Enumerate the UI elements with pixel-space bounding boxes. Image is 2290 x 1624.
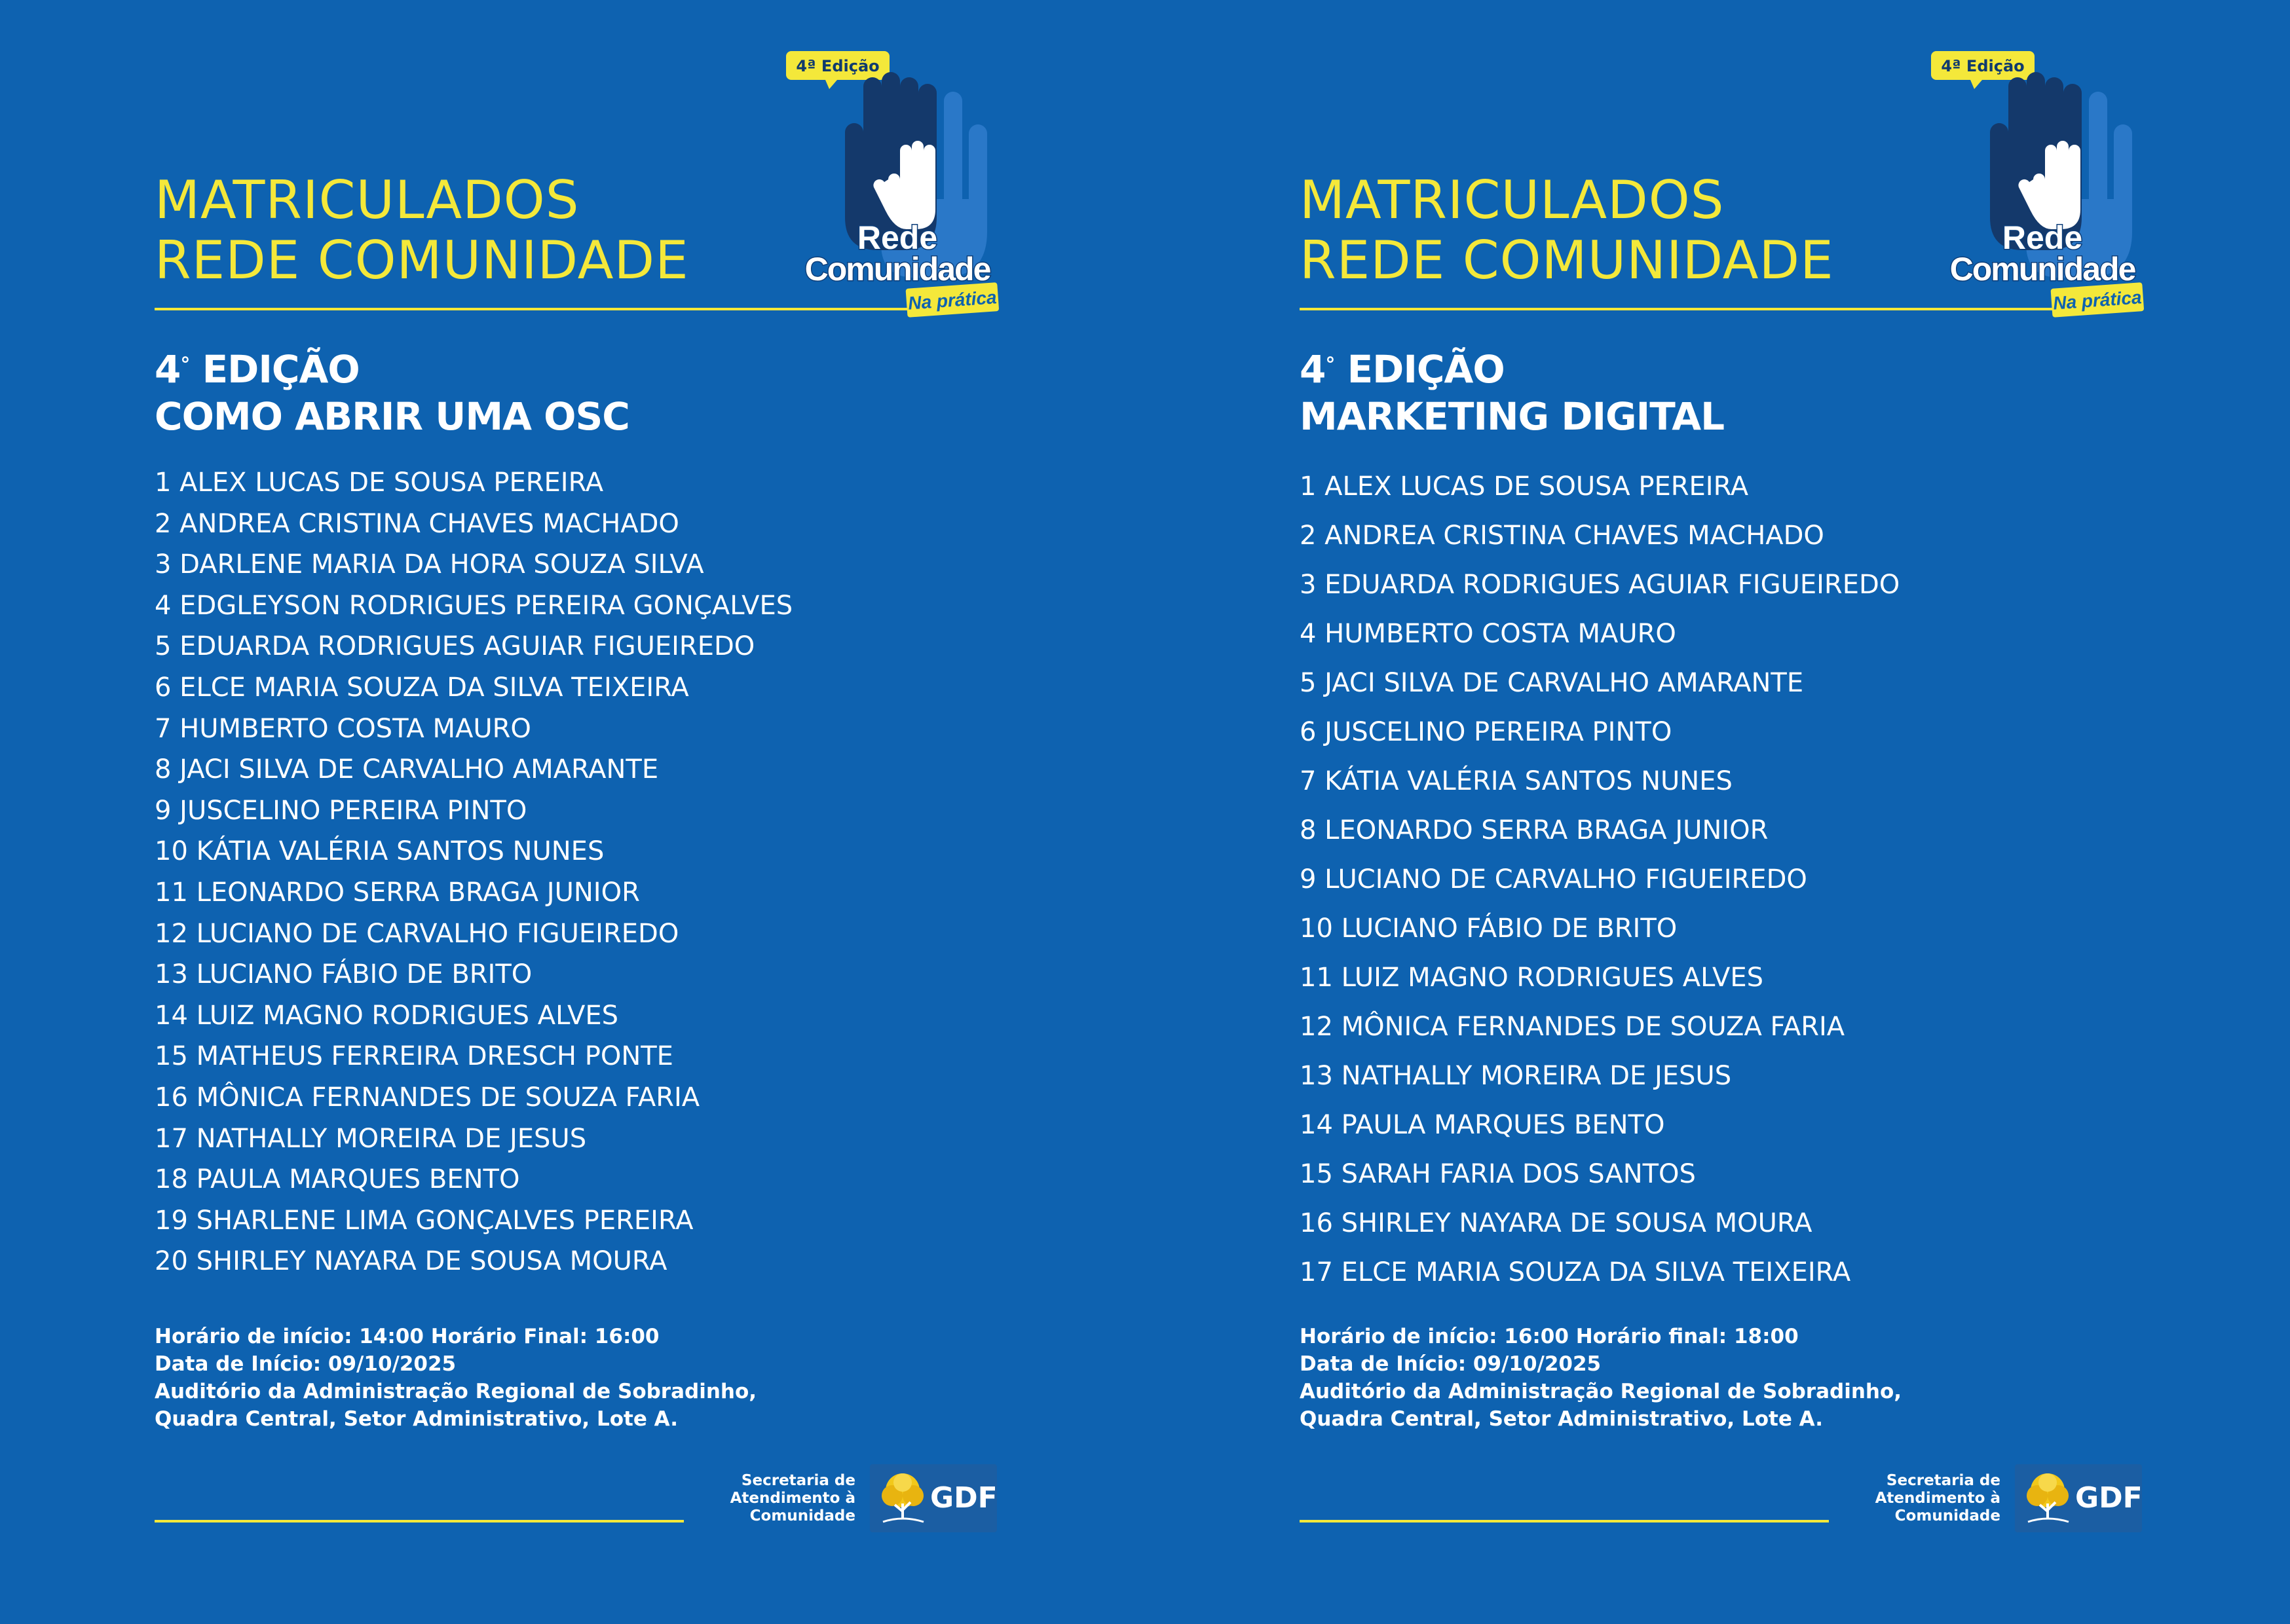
course-heading [1300, 346, 1724, 440]
list-item: 1 ALEX LUCAS DE SOUSA PEREIRA [155, 468, 604, 498]
tagline-text: Na prática [907, 287, 998, 314]
venue-line-2: Quadra Central, Setor Administrativo, Lote A. [1300, 1407, 1823, 1431]
secretaria-line-2: Atendimento à [1875, 1490, 2000, 1507]
list-item: 10 LUCIANO FÁBIO DE BRITO [1300, 913, 1678, 944]
schedule-time: Horário de início: 16:00 Horário final: 18:00 [1300, 1325, 1799, 1348]
list-item: 3 DARLENE MARIA DA HORA SOUZA SILVA [155, 549, 704, 580]
edition-word: EDIÇÃO [1347, 347, 1505, 392]
panel-marketing-digital [1145, 0, 2290, 1624]
secretaria-line-1: Secretaria de [1886, 1472, 2000, 1489]
edition-word: EDIÇÃO [202, 347, 360, 392]
list-item: 1 ALEX LUCAS DE SOUSA PEREIRA [1300, 471, 1749, 502]
edition-degree: ° [1325, 354, 1335, 377]
list-item: 19 SHARLENE LIMA GONÇALVES PEREIRA [155, 1205, 694, 1236]
secretaria-line-2: Atendimento à [730, 1490, 855, 1507]
gdf-logo [2015, 1464, 2142, 1532]
list-item: 10 KÁTIA VALÉRIA SANTOS NUNES [155, 836, 605, 867]
title-line-1: MATRICULADOS [155, 170, 580, 231]
course-name: MARKETING DIGITAL [1300, 394, 1725, 439]
page-title [1300, 170, 1834, 291]
enrolled-list [1300, 462, 1900, 1297]
list-item: 18 PAULA MARQUES BENTO [155, 1164, 520, 1195]
list-item: 11 LEONARDO SERRA BRAGA JUNIOR [155, 877, 640, 908]
list-item: 15 MATHEUS FERREIRA DRESCH PONTE [155, 1041, 673, 1072]
secretaria-line-3: Comunidade [749, 1507, 855, 1524]
title-line-2: REDE COMUNIDADE [1300, 230, 1834, 291]
footer-divider [155, 1520, 684, 1522]
list-item: 17 NATHALLY MOREIRA DE JESUS [155, 1123, 587, 1154]
list-item: 7 HUMBERTO COSTA MAURO [155, 713, 531, 744]
venue-line-1: Auditório da Administração Regional de Sobradinho, [155, 1380, 757, 1403]
list-item: 12 MÔNICA FERNANDES DE SOUZA FARIA [1300, 1012, 1845, 1042]
edition-degree: ° [180, 354, 190, 377]
logo-line-2: Comunidade [1949, 251, 2135, 287]
edition-number: 4 [1300, 347, 1326, 392]
list-item: 7 KÁTIA VALÉRIA SANTOS NUNES [1300, 766, 1733, 796]
schedule-info [155, 1323, 757, 1433]
edition-badge-text: 4ª Edição [1941, 57, 2025, 75]
schedule-time: Horário de início: 14:00 Horário Final: 16:00 [155, 1325, 660, 1348]
list-item: 3 EDUARDA RODRIGUES AGUIAR FIGUEIREDO [1300, 570, 1900, 600]
rede-comunidade-logo [1918, 46, 2167, 327]
tagline-badge [2050, 282, 2144, 318]
list-item: 8 JACI SILVA DE CARVALHO AMARANTE [155, 754, 659, 785]
list-item: 16 MÔNICA FERNANDES DE SOUZA FARIA [155, 1082, 700, 1113]
gdf-text: GDF [2075, 1481, 2143, 1515]
ipe-tree-icon [874, 1466, 933, 1531]
tagline-text: Na prática [2052, 287, 2143, 314]
start-date: Data de Início: 09/10/2025 [1300, 1352, 1602, 1376]
list-item: 4 EDGLEYSON RODRIGUES PEREIRA GONÇALVES [155, 590, 793, 621]
list-item: 12 LUCIANO DE CARVALHO FIGUEIREDO [155, 918, 679, 949]
secretaria-label [1859, 1472, 2000, 1525]
list-item: 11 LUIZ MAGNO RODRIGUES ALVES [1300, 963, 1763, 993]
tagline-badge [905, 282, 999, 318]
list-item: 14 PAULA MARQUES BENTO [1300, 1110, 1665, 1140]
secretaria-label [714, 1472, 855, 1525]
logo-line-1: Rede [857, 219, 938, 256]
rede-comunidade-logo [773, 46, 1022, 327]
gdf-text: GDF [930, 1481, 998, 1515]
secretaria-line-3: Comunidade [1894, 1507, 2000, 1524]
secretaria-line-1: Secretaria de [741, 1472, 855, 1489]
venue-line-2: Quadra Central, Setor Administrativo, Lote A. [155, 1407, 678, 1431]
course-heading [155, 346, 629, 440]
list-item: 17 ELCE MARIA SOUZA DA SILVA TEIXEIRA [1300, 1257, 1851, 1287]
list-item: 13 LUCIANO FÁBIO DE BRITO [155, 959, 533, 990]
edition-number: 4 [155, 347, 181, 392]
list-item: 9 LUCIANO DE CARVALHO FIGUEIREDO [1300, 864, 1807, 895]
start-date: Data de Início: 09/10/2025 [155, 1352, 457, 1376]
schedule-info [1300, 1323, 1902, 1433]
list-item: 9 JUSCELINO PEREIRA PINTO [155, 795, 527, 826]
gdf-logo [870, 1464, 997, 1532]
list-item: 5 JACI SILVA DE CARVALHO AMARANTE [1300, 668, 1804, 698]
list-item: 5 EDUARDA RODRIGUES AGUIAR FIGUEIREDO [155, 631, 755, 662]
list-item: 16 SHIRLEY NAYARA DE SOUSA MOURA [1300, 1208, 1812, 1238]
title-line-2: REDE COMUNIDADE [155, 230, 689, 291]
list-item: 8 LEONARDO SERRA BRAGA JUNIOR [1300, 815, 1769, 845]
list-item: 6 ELCE MARIA SOUZA DA SILVA TEIXEIRA [155, 672, 689, 703]
edition-line [1300, 346, 1724, 393]
ipe-tree-icon [2019, 1466, 2078, 1531]
list-item: 15 SARAH FARIA DOS SANTOS [1300, 1159, 1696, 1189]
course-name: COMO ABRIR UMA OSC [155, 394, 629, 439]
footer-divider [1300, 1520, 1829, 1522]
list-item: 2 ANDREA CRISTINA CHAVES MACHADO [1300, 521, 1824, 551]
logo-line-1: Rede [2002, 219, 2083, 256]
venue-line-1: Auditório da Administração Regional de Sobradinho, [1300, 1380, 1902, 1403]
enrolled-list [155, 462, 793, 1282]
list-item: 6 JUSCELINO PEREIRA PINTO [1300, 717, 1672, 747]
title-line-1: MATRICULADOS [1300, 170, 1725, 231]
edition-badge-text: 4ª Edição [796, 57, 880, 75]
list-item: 2 ANDREA CRISTINA CHAVES MACHADO [155, 508, 679, 539]
logo-line-2: Comunidade [804, 251, 990, 287]
edition-line [155, 346, 629, 393]
list-item: 20 SHIRLEY NAYARA DE SOUSA MOURA [155, 1246, 667, 1277]
list-item: 4 HUMBERTO COSTA MAURO [1300, 619, 1676, 649]
list-item: 14 LUIZ MAGNO RODRIGUES ALVES [155, 1000, 618, 1031]
list-item: 13 NATHALLY MOREIRA DE JESUS [1300, 1061, 1732, 1091]
page-title [155, 170, 689, 291]
